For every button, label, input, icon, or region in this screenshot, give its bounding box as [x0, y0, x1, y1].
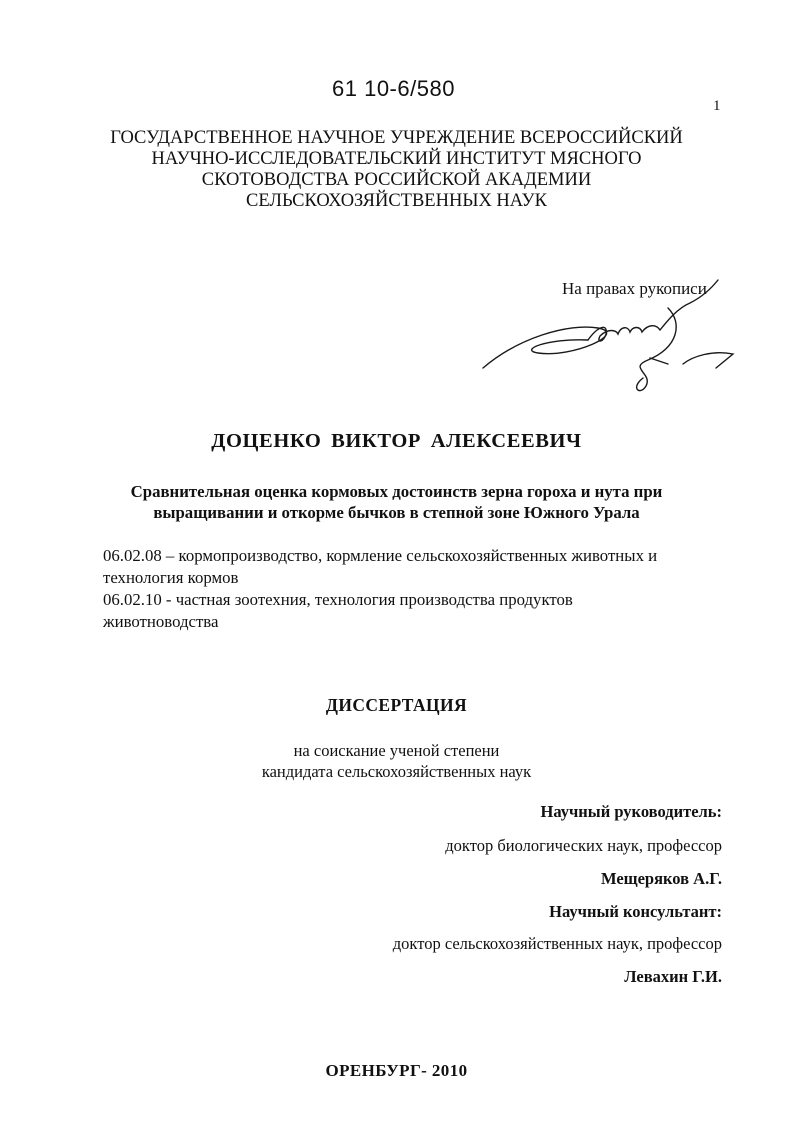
- institution-line: СЕЛЬСКОХОЗЯЙСТВЕННЫХ НАУК: [246, 191, 547, 211]
- handwritten-signature: [478, 268, 738, 398]
- consultant-name: Левахин Г.И.: [624, 967, 722, 986]
- degree-line: на соискание ученой степени: [293, 741, 500, 760]
- specialty-line: 06.02.10 - частная зоотехния, технология производства продуктов: [103, 590, 573, 609]
- specialty-codes: [103, 545, 657, 633]
- archive-stamp: 61 10-6/580: [332, 76, 455, 101]
- specialty-line: технология кормов: [103, 568, 239, 587]
- supervisor-name: Мещеряков А.Г.: [600, 869, 722, 888]
- institution-line: ГОСУДАРСТВЕННОЕ НАУЧНОЕ УЧРЕЖДЕНИЕ ВСЕРОССИЙСКИЙ: [110, 128, 683, 148]
- consultant-heading: Научный консультант:: [549, 902, 722, 921]
- specialty-line: 06.02.08 – кормопроизводство, кормление сельскохозяйственных животных и: [103, 546, 658, 565]
- manuscript-rights: На правах рукописи: [562, 279, 707, 298]
- author-name: ДОЦЕНКО ВИКТОР АЛЕКСЕЕВИЧ: [211, 430, 582, 452]
- supervisor-heading: Научный руководитель:: [540, 802, 722, 821]
- consultant-title: доктор сельскохозяйственных наук, профессор: [392, 934, 722, 953]
- document-type: ДИССЕРТАЦИЯ: [325, 695, 468, 715]
- dissertation-title: [0, 481, 793, 523]
- specialty-line: животноводства: [103, 612, 219, 631]
- page-number: 1: [713, 98, 721, 114]
- title-line: выращивании и откорме бычков в степной зоне Южного Урала: [153, 503, 640, 522]
- institution-line: СКОТОВОДСТВА РОССИЙСКОЙ АКАДЕМИИ: [201, 170, 592, 190]
- title-line: Сравнительная оценка кормовых достоинств зерна гороха и нута при: [130, 482, 663, 501]
- city-year: ОРЕНБУРГ- 2010: [325, 1061, 468, 1080]
- institution-line: НАУЧНО-ИССЛЕДОВАТЕЛЬСКИЙ ИНСТИТУТ МЯСНОГО: [151, 149, 642, 169]
- institution-heading: [0, 128, 793, 212]
- degree-statement: [0, 740, 793, 782]
- degree-line: кандидата сельскохозяйственных наук: [261, 762, 532, 781]
- supervisor-title: доктор биологических наук, профессор: [445, 836, 722, 855]
